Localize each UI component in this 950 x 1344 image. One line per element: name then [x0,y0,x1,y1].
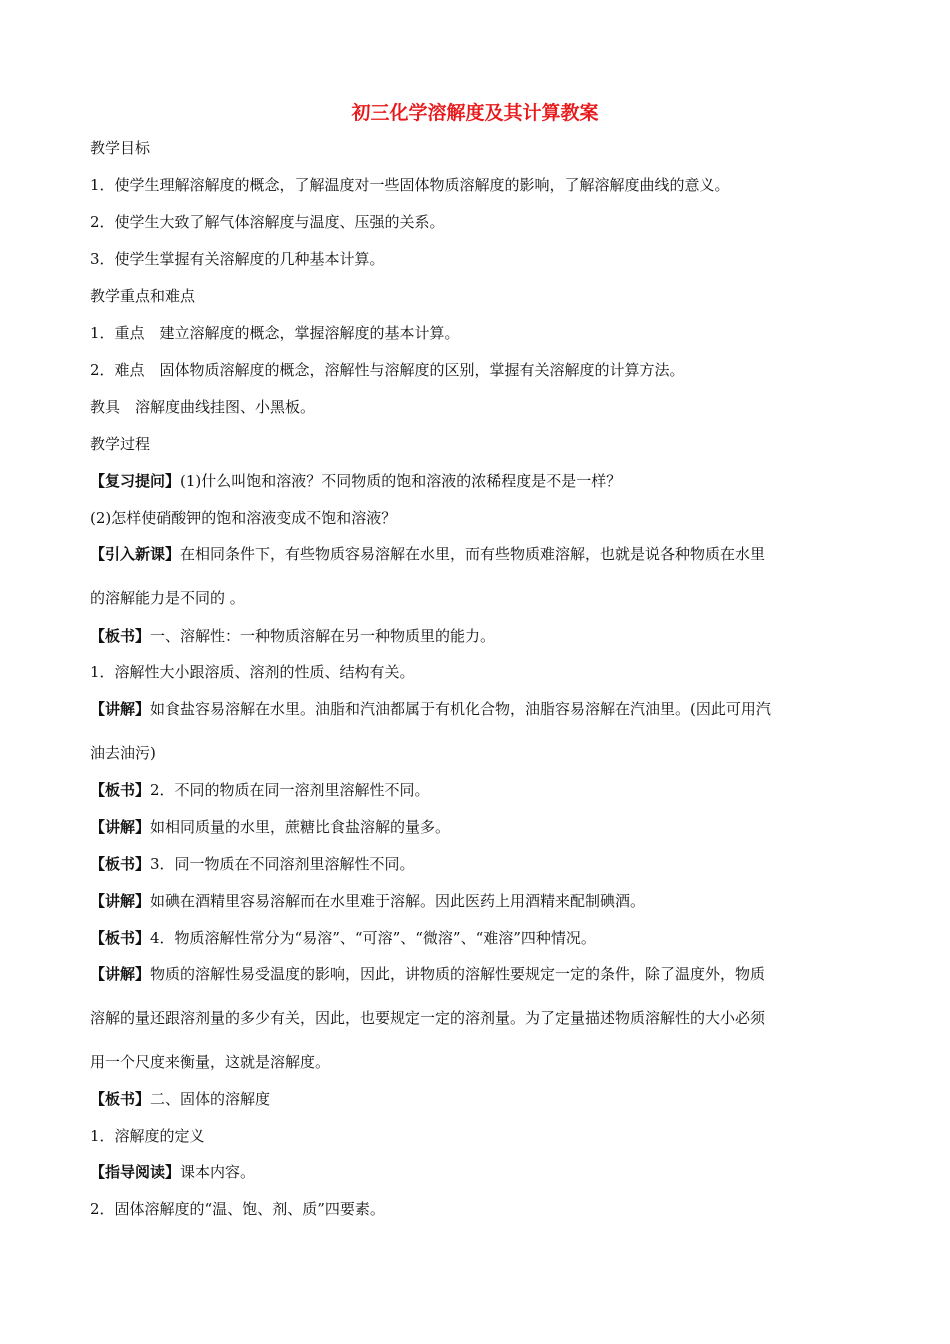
line-text: 教学过程 [90,435,151,453]
text-line [90,1126,865,1146]
text-line [90,249,865,269]
section-tag: 【板书】 [90,929,151,947]
line-text: 教学重点和难点 [90,287,196,305]
section-tag: 【讲解】 [90,700,151,718]
section-tag: 【复习提问】 [90,472,181,490]
text-line [90,397,865,417]
text-line [90,1008,865,1028]
section-tag: 【板书】 [90,1090,151,1108]
line-text: 3．同一物质在不同溶剂里溶解性不同。 [150,855,415,873]
section-tag: 【讲解】 [90,892,151,910]
section-tag: 【板书】 [90,627,151,645]
text-line [90,1199,865,1219]
section-tag: 【讲解】 [90,818,151,836]
text-line [90,286,865,306]
text-line [90,588,865,608]
text-line [90,175,865,195]
section-tag: 【指导阅读】 [90,1163,181,1181]
line-text: 课本内容。 [180,1163,256,1181]
line-text: 4．物质溶解性常分为“易溶”、“可溶”、“微溶”、“难溶”四种情况。 [150,929,596,947]
line-text: 2．固体溶解度的“温、饱、剂、质”四要素。 [90,1200,385,1218]
text-line [90,854,865,874]
text-line [90,817,865,837]
line-text: 2．难点 固体物质溶解度的概念，溶解性与溶解度的区别，掌握有关溶解度的计算方法。 [90,361,685,379]
text-line [90,544,865,564]
line-text: 1．溶解度的定义 [90,1127,205,1145]
text-line [90,1162,865,1182]
text-line [90,964,865,984]
line-text: 教学目标 [90,139,151,157]
line-text: 的溶解能力是不同的 。 [90,589,245,607]
section-tag: 【讲解】 [90,965,151,983]
text-line [90,928,865,948]
line-text: 如碘在酒精里容易溶解而在水里难于溶解。因此医药上用酒精来配制碘酒。 [150,892,646,910]
section-tag: 【板书】 [90,781,151,799]
text-line [90,1052,865,1072]
document-title: 初三化学溶解度及其计算教案 [351,102,599,124]
line-text: 油去油污) [90,744,156,762]
text-line [90,662,865,682]
text-line [90,360,865,380]
text-line [90,891,865,911]
line-text: 在相同条件下，有些物质容易溶解在水里，而有些物质难溶解，也就是说各种物质在水里 [180,545,766,563]
text-line [90,508,865,528]
section-tag: 【板书】 [90,855,151,873]
line-text: (1)什么叫饱和溶液？不同物质的饱和溶液的浓稀程度是不是一样？ [180,472,622,490]
text-line [90,626,865,646]
line-text: 2．使学生大致了解气体溶解度与温度、压强的关系。 [90,213,445,231]
line-text: 用一个尺度来衡量，这就是溶解度。 [90,1053,331,1071]
text-line [90,323,865,343]
line-text: 如食盐容易溶解在水里。油脂和汽油都属于有机化合物，油脂容易溶解在汽油里。(因此可用汽 [150,700,771,718]
line-text: 2．不同的物质在同一溶剂里溶解性不同。 [150,781,430,799]
text-line [90,471,865,491]
text-line [90,780,865,800]
line-text: 物质的溶解性易受温度的影响，因此，讲物质的溶解性要规定一定的条件，除了温度外，物质 [150,965,766,983]
line-text: 如相同质量的水里，蔗糖比食盐溶解的量多。 [150,818,451,836]
text-line [90,1089,865,1109]
line-text: 二、固体的溶解度 [150,1090,271,1108]
text-line [90,699,865,719]
text-line [90,434,865,454]
line-text: 教具 溶解度曲线挂图、小黑板。 [90,398,316,416]
line-text: 一、溶解性：一种物质溶解在另一种物质里的能力。 [150,627,496,645]
line-text: 3．使学生掌握有关溶解度的几种基本计算。 [90,250,385,268]
line-text: 1．溶解性大小跟溶质、溶剂的性质、结构有关。 [90,663,415,681]
text-line [90,743,865,763]
line-text: 1．重点 建立溶解度的概念，掌握溶解度的基本计算。 [90,324,460,342]
line-text: 1．使学生理解溶解度的概念，了解温度对一些固体物质溶解度的影响，了解溶解度曲线的意义。 [90,176,730,194]
text-line [90,212,865,232]
line-text: 溶解的量还跟溶剂量的多少有关，因此，也要规定一定的溶剂量。为了定量描述物质溶解性的大小必须 [90,1009,766,1027]
line-text: (2)怎样使硝酸钾的饱和溶液变成不饱和溶液？ [90,509,397,527]
section-tag: 【引入新课】 [90,545,181,563]
text-line [90,138,865,158]
